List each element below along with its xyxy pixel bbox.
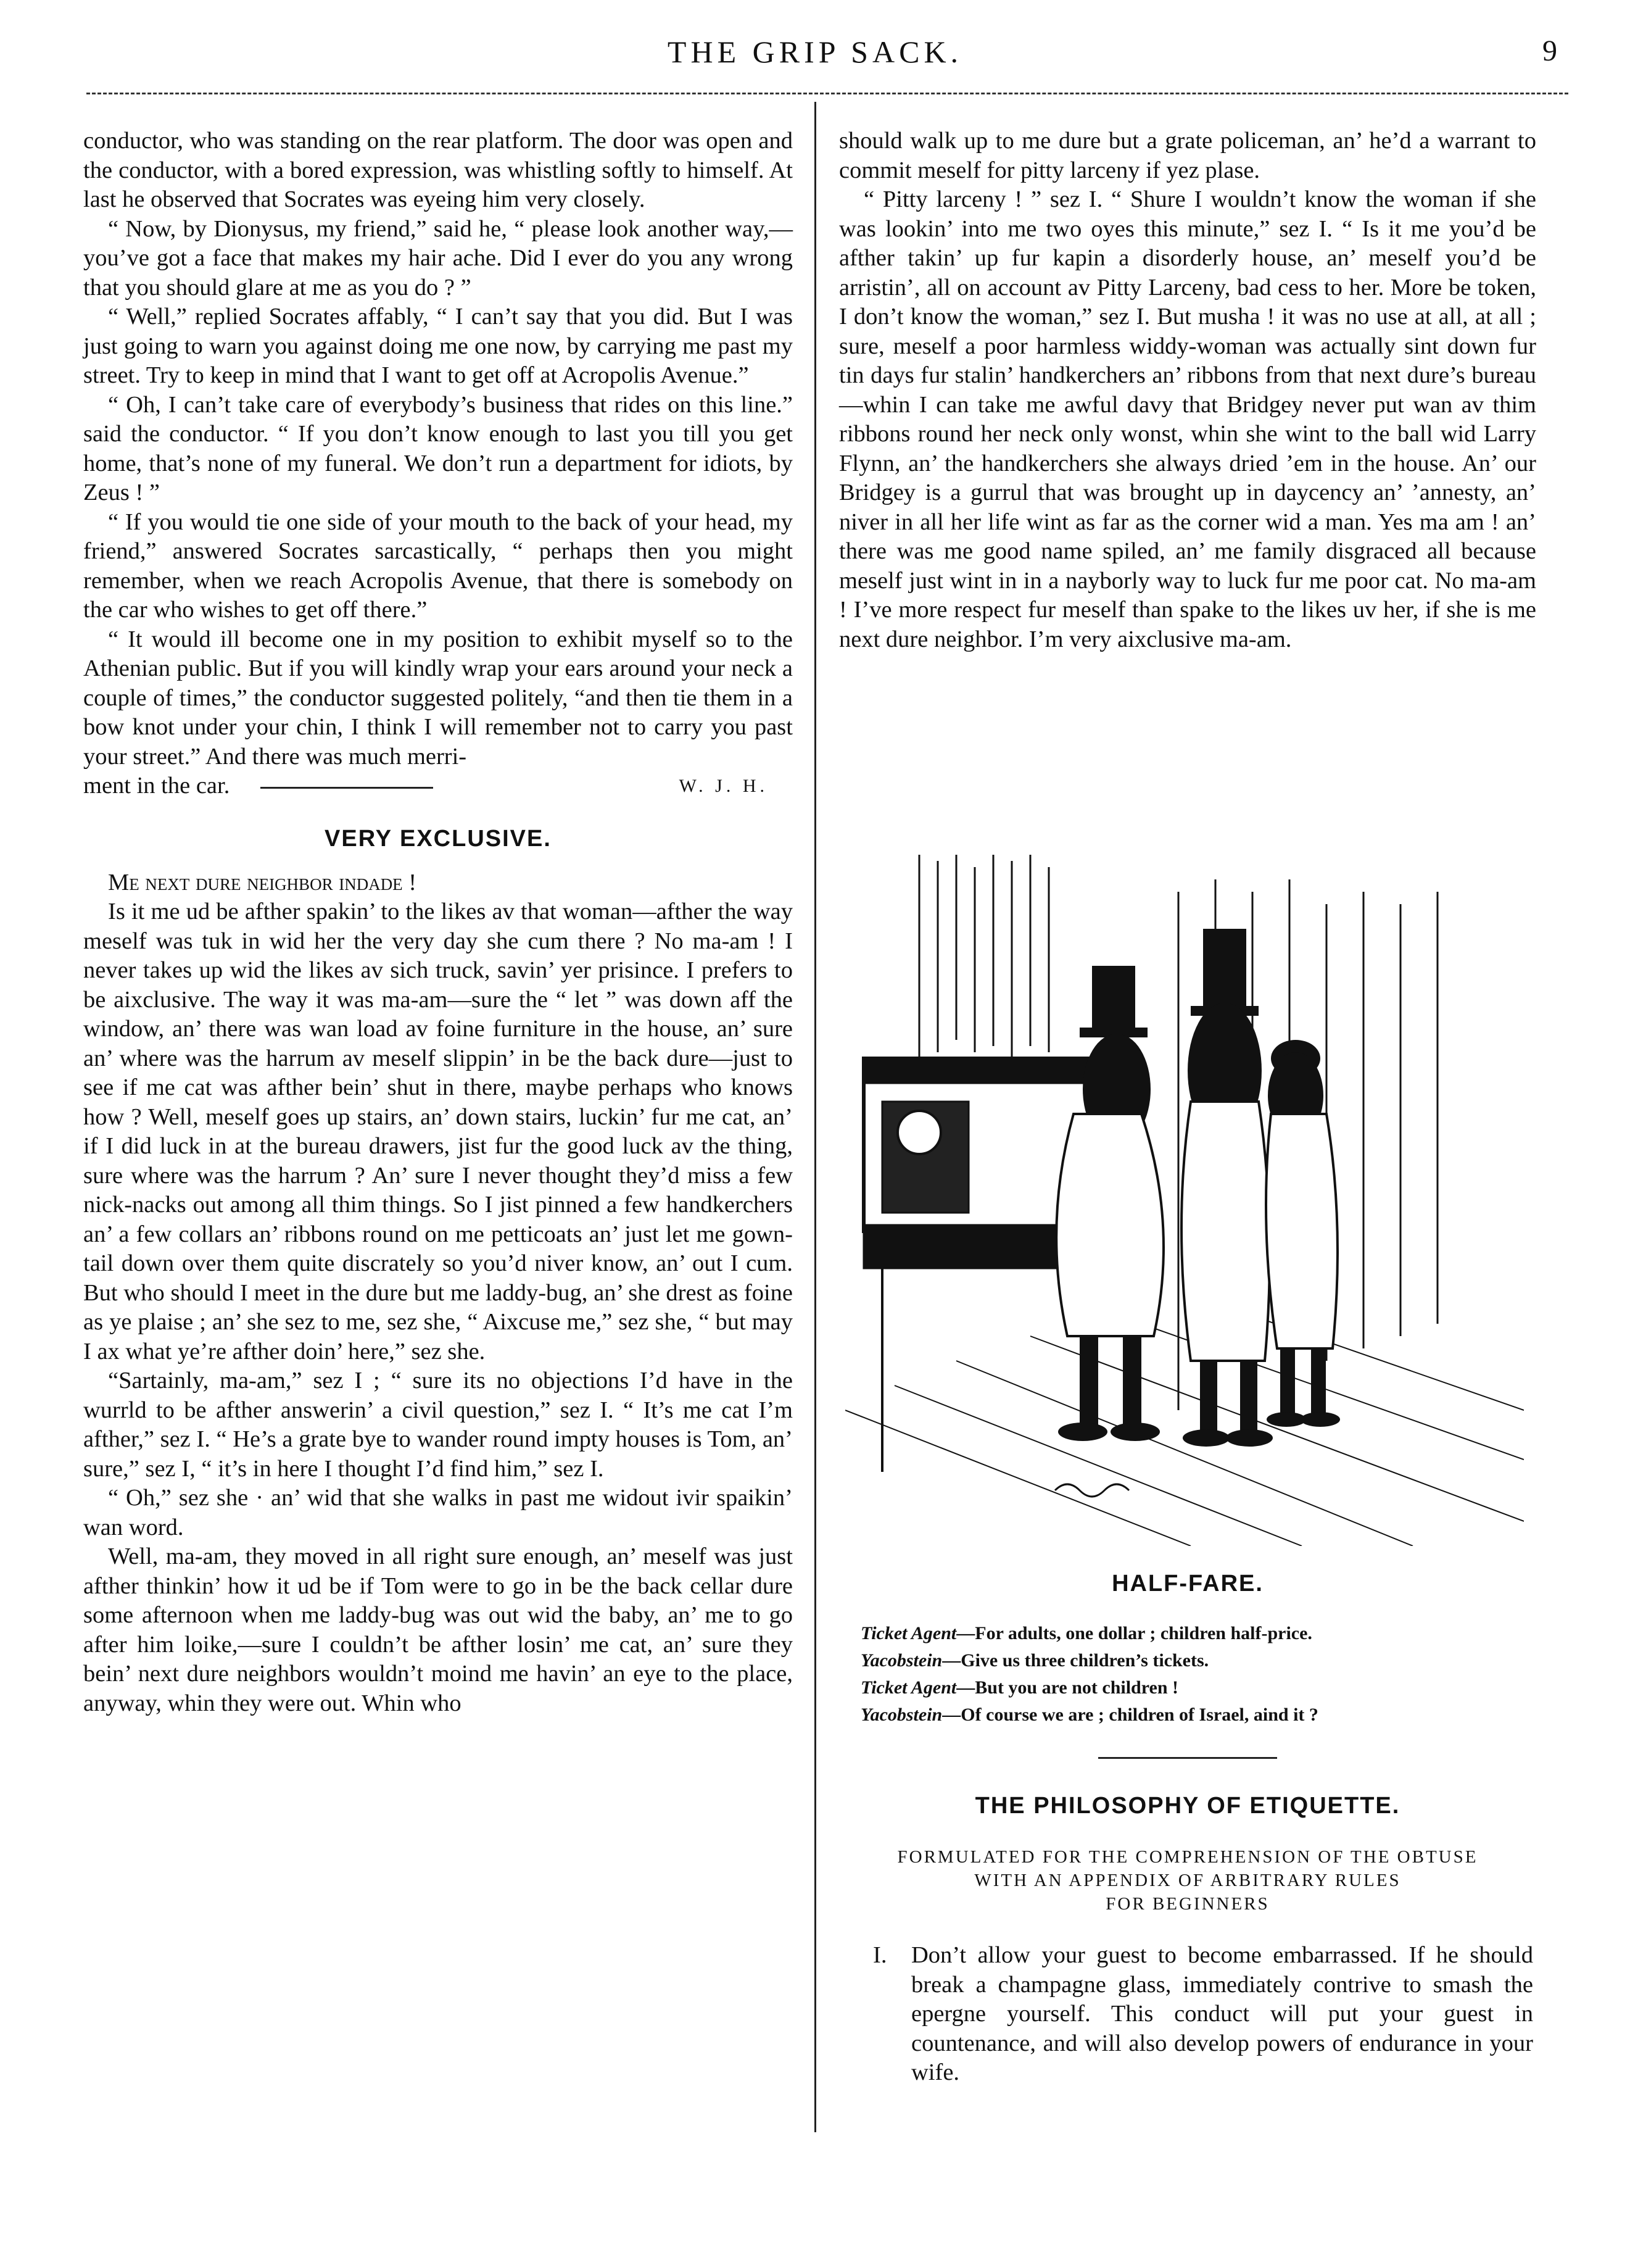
socrates-paragraph: “ Oh, I can’t take care of everybody’s business that rides on this line.” said the conductor. “ If you don’t know enough to last you till you get home, that’s none of my funeral. We don’t run a department for idiots, by Zeus ! ” xyxy=(83,391,793,505)
running-head: THE GRIP SACK. xyxy=(667,35,963,69)
signature-line xyxy=(83,771,793,801)
etiquette-rule xyxy=(873,1941,1533,2088)
dialogue-text: —For adults, one dollar ; children half-price. xyxy=(956,1623,1312,1643)
half-fare-title: HALF-FARE. xyxy=(1112,1571,1264,1597)
dialogue-speaker: Yacobstein xyxy=(861,1650,943,1671)
cartoon-illustration xyxy=(845,855,1524,1546)
half-fare-cartoon xyxy=(845,855,1524,1546)
dialogue-line xyxy=(861,1620,1527,1647)
socrates-paragraph: conductor, who was standing on the rear platform. The door was open and the conductor, with a bored expression, was whistling softly to himself. At last he observed that Socrates was eyeing him very closely. xyxy=(83,128,793,212)
signature-rule xyxy=(260,787,433,789)
exclusive-opening: Me next dure neighbor indade ! xyxy=(108,869,417,895)
socrates-last-line: ment in the car. xyxy=(83,773,230,799)
rule-text: Don’t allow your guest to become embarrassed. If he should break a champagne glass, immediately contrive to smash the epergne yourself. This conduct will put your guest in countenance, and will also develop powers of endurance in your wife. xyxy=(911,1942,1533,2085)
header-rule xyxy=(86,93,1568,94)
etiquette-subtitle-line: FOR BEGINNERS xyxy=(1106,1894,1270,1914)
dialogue-text: —But you are not children ! xyxy=(956,1677,1179,1698)
dialogue-speaker: Ticket Agent xyxy=(861,1677,957,1698)
exclusive-continued-paragraph: “ Pitty larceny ! ” sez I. “ Shure I wouldn’t know the woman if she was lookin’ into me two oyes this minute,” sez I. “ Is it me you’d be afther takin’ up fur kapin a disorderly house, an’ meself you’d be arristin’, all on account av Pitty Larceny, bad cess to her. More be token, I don’t know the woman,” sez I. But musha ! it was no use at all, at all ; sure, meself a poor harmless widdy-woman was actually sint down fur tin days fur stalin’ handkerchers an’ ribbons from that next dure’s bureau—whin I can take me awful davy that Bridgey never put wan av thim ribbons round her neck only wonst, whin she wint to the ball wid Larry Flynn, an’ the handkerchers she always dried ’em in the house. An’ our Bridgey is a gurrul that was brought up in daycency an’ ’annesty, an’ niver in all her life wint as far as the corner wid a man. Yes ma am ! an’ there was me good name spiled, an’ me family disgraced all because meself just wint in in a nayborly way to luck fur me poor cat. No ma-am ! I’ve more respect fur meself than spake to the likes uv her, if she is me next dure neighbor. I’m very aixclusive ma-am. xyxy=(839,186,1536,652)
dialogue-speaker: Ticket Agent xyxy=(861,1623,957,1643)
etiquette-subtitle-line: FORMULATED FOR THE COMPREHENSION OF THE OBTUSE xyxy=(897,1847,1478,1867)
author-signature: W. J. H. xyxy=(679,776,768,796)
socrates-paragraph: “ Well,” replied Socrates affably, “ I can’t say that you did. But I was just going to warn you against doing me one now, by carrying me past my street. Try to keep in mind that I want to get off at Acropolis Avenue.” xyxy=(83,304,793,388)
dialogue-line xyxy=(861,1674,1527,1701)
column-rule xyxy=(814,102,816,2132)
very-exclusive-title: VERY EXCLUSIVE. xyxy=(325,825,552,852)
socrates-paragraph: “ It would ill become one in my position to exhibit myself so to the Athenian public. But if you will kindly wrap your ears around your neck a couple of times,” the conductor suggested politely, “and then tie them in a bow knot under your chin, I think I will remember not to carry you past your street.” And there was much merri- xyxy=(83,626,793,770)
right-column xyxy=(839,127,1536,654)
exclusive-continued-paragraph: should walk up to me dure but a grate policeman, an’ he’d a warrant to commit meself for pitty larceny if yez plase. xyxy=(839,128,1536,183)
section-divider xyxy=(1098,1757,1277,1759)
cartoon-dialogue xyxy=(861,1620,1527,1729)
dialogue-line xyxy=(861,1647,1527,1674)
left-column xyxy=(83,127,793,1718)
dialogue-text: —Of course we are ; children of Israel, aind it ? xyxy=(942,1705,1318,1725)
etiquette-subtitle-line: WITH AN APPENDIX OF ARBITRARY RULES xyxy=(974,1871,1401,1890)
socrates-paragraph: “ Now, by Dionysus, my friend,” said he, “ please look another way,—you’ve got a face that makes my hair ache. Did I ever do you any wrong that you should glare at me as you do ? ” xyxy=(83,215,793,301)
dialogue-line xyxy=(861,1701,1527,1729)
etiquette-subtitle xyxy=(839,1845,1536,1916)
etiquette-title: THE PHILOSOPHY OF ETIQUETTE. xyxy=(975,1793,1400,1819)
socrates-paragraph: “ If you would tie one side of your mouth to the back of your head, my friend,” answered Socrates sarcastically, “ perhaps then you might remember, when we reach Acropolis Avenue, that there is somebody on the car who wishes to get off there.” xyxy=(83,509,793,623)
dialogue-text: —Give us three children’s tickets. xyxy=(942,1650,1209,1671)
exclusive-paragraph: Is it me ud be afther spakin’ to the likes av that woman—afther the way meself was tuk in wid her the very day she cum there ? No ma-am ! I never takes up wid the likes av sich truck, savin’ yer prisince. I prefers to be aixclusive. The way it was ma-am—sure the “ let ” was down aff the window, an’ there was wan load av foine furniture in the house, an’ sure an’ where was the harrum av meself slippin’ in be the back dure—just to see if me cat was afther bein’ shut in there, maybe perhaps who knows how ? Well, meself goes up stairs, an’ down stairs, luckin’ fur me cat, an’ if I did luck in at the bureau drawers, jist fur the good luck av the thing, sure where was the harrum ? An’ sure I never thought they’d miss a few nick-nacks out among all thim things. So I jist pinned a few handkerchers an’ a few collars an’ ribbons round on me petticoats an’ just let me gown-tail down over them quite discrately so you’d niver know, an’ out I cum. But who should I meet in the dure but me laddy-bug, an’ she drest as foine as ye plaise ; an’ she sez to me, sez she, “ Aixcuse me,” sez she, “ but may I ax what ye’re afther doin’ here,” sez she. xyxy=(83,899,793,1365)
exclusive-paragraph: Well, ma-am, they moved in all right sure enough, an’ meself was just afther thinkin’ how it ud be if Tom were to go in be the back cellar dure some afternoon when me laddy-bug was out wid the baby, an’ me to go after him loike,—sure I couldn’t be afther losin’ me cat, an’ sure they bein’ next dure neighbors wouldn’t moind me havin’ an eye to the place, anyway, whin they were out. Whin who xyxy=(83,1543,793,1716)
exclusive-paragraph: “ Oh,” sez she · an’ wid that she walks in past me widout ivir spaikin’ wan word. xyxy=(83,1485,793,1540)
dialogue-speaker: Yacobstein xyxy=(861,1705,943,1725)
rule-number: I. xyxy=(873,1942,887,1968)
page-number: 9 xyxy=(1542,35,1557,67)
exclusive-paragraph: “Sartainly, ma-am,” sez I ; “ sure its no objections I’d have in the wurrld to be afther answerin’ a civil question,” sez I. “ It’s me cat I’m afther,” sez I. “ He’s a grate bye to wander round impty houses is Tom, an’ sure,” sez I, “ it’s in here I thought I’d find him,” sez I. xyxy=(83,1368,793,1482)
